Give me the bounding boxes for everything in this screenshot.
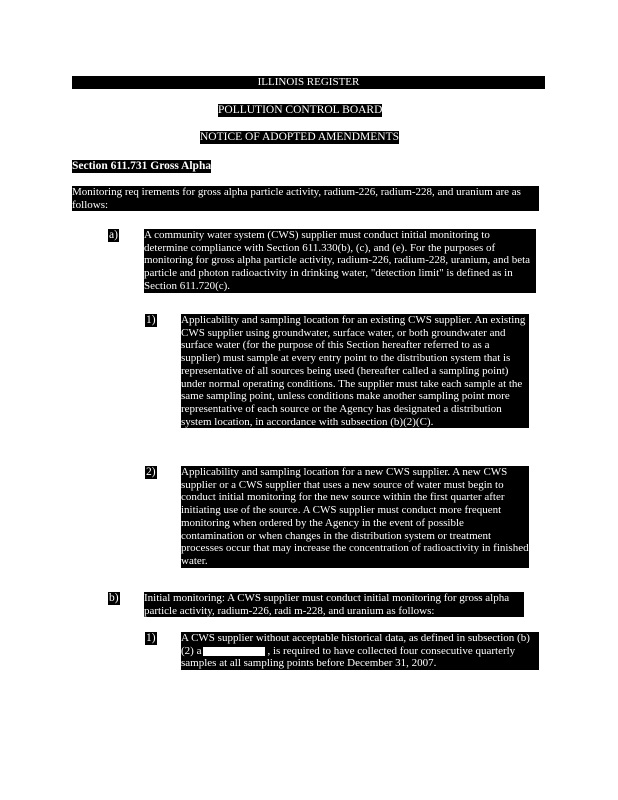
board-title: POLLUTION CONTROL BOARD [218,104,383,116]
subsection-a-text: A community water system (CWS) supplier must conduct initial monitoring to determine compliance with Section 611.330(b), (c), and (e). For the purposes of monitoring for gross alpha particle activity, radium-226, radium-228, uranium, and beta particle and photon radioactivity in drinking water, "detection limit" is defined as in Section 611.720(c). [144,229,536,293]
item-b1-text [181,632,539,670]
register-header: ILLINOIS REGISTER [72,76,545,88]
subsection-b-text: Initial monitoring: A CWS supplier must conduct initial monitoring for gross alpha particle activity, radium-226, radi m-228, and uranium as follows: [144,592,524,617]
item-a2-text: Applicability and sampling location for a new CWS supplier. A new CWS supplier or a CWS supplier that uses a new source of water must begin to conduct initial monitoring for the new source within the first quarter after initiating use of the source. A CWS supplier must conduct more frequent monitoring when ordered by the Agency in the event of possible contamination or when changes in the distribution system or treatment processes occur that may increase the concentration of radioactivity in finished water. [181,466,529,567]
item-b1-text-after: , is required to have collected four consecutive quarterly samples at all sampling points before December 31, 2007. [181,644,516,670]
subsection-b-marker: b) [109,592,119,604]
item-a1-marker: 1) [146,314,156,326]
item-b1-marker: 1) [146,632,156,644]
header-rule [72,88,545,89]
notice-title: NOTICE OF ADOPTED AMENDMENTS [200,131,400,143]
subsection-a-marker: a) [109,229,118,241]
section-title: Section 611.731 Gross Alpha [72,160,212,172]
redaction-mark [203,647,265,656]
item-b1-text-before: A CWS supplier without acceptable historical data, as defined in subsection (b)(2) a [181,632,530,657]
section-intro: Monitoring req irements for gross alpha particle activity, radium-226, radium-228, and uranium are as follows: [72,186,539,211]
item-a1-text: Applicability and sampling location for an existing CWS supplier. An existing CWS supplier using groundwater, surface water, or both groundwater and surface water (for the purpose of this Section hereafter referred to as a supplier) must sample at every entry point to the distribution system that is representative of all sources being used (hereafter called a sampling point) under normal operating conditions. The supplier must take each sample at the same sampling point, unless conditions make another sampling point more representative of each source or the Agency has designated a distribution system location, in accordance with subsection (b)(2)(C). [181,314,529,428]
item-a2-marker: 2) [146,466,156,478]
